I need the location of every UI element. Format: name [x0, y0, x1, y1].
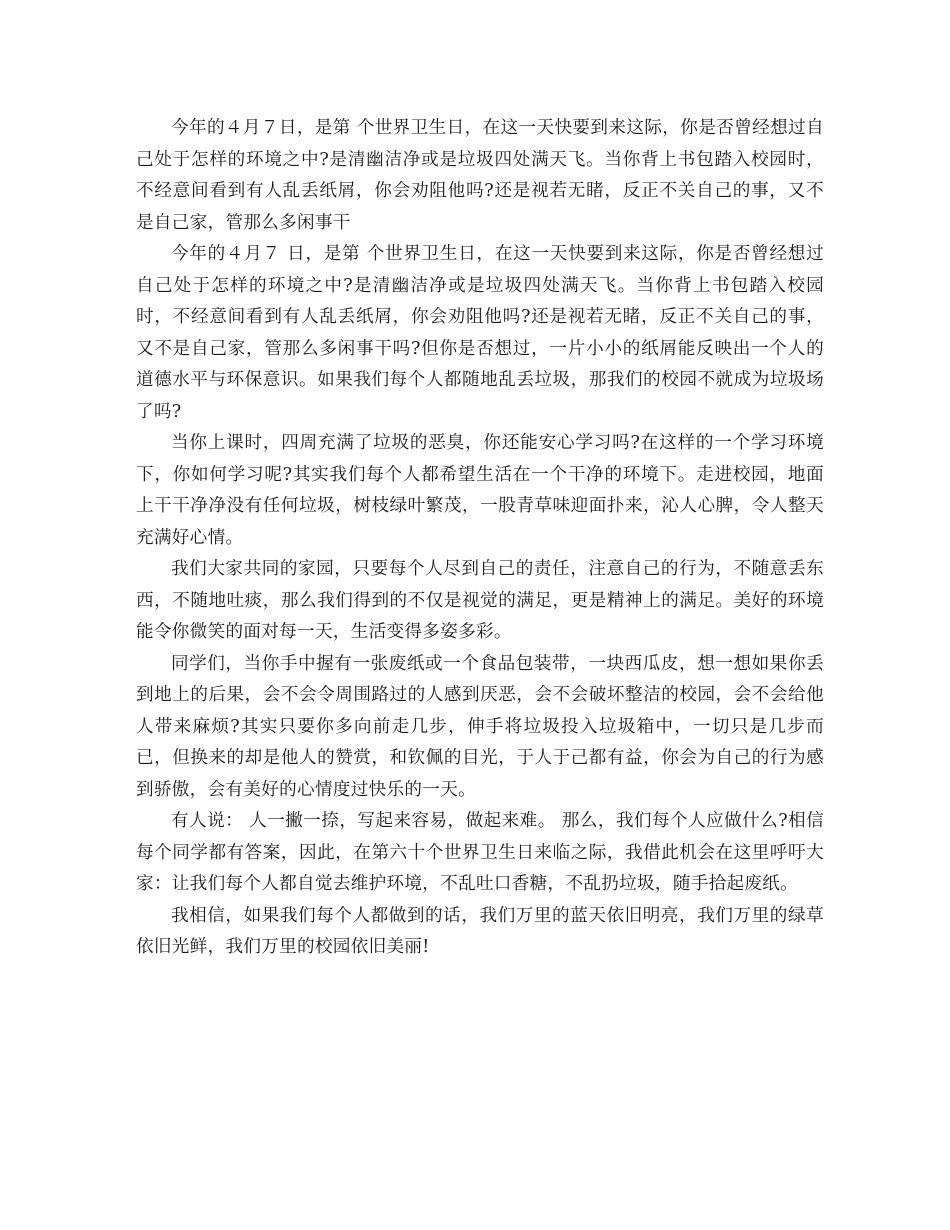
- paragraph-5: 同学们，当你手中握有一张废纸或一个食品包装带，一块西瓜皮，想一想如果你丢到地上的后果，会不会令周围路过的人感到厌恶，会不会破坏整洁的校园，会不会给他人带来麻烦?其实只要你多向前走几步，伸手将垃圾投入垃圾箱中，一切只是几步而已，但换来的却是他人的赞赏，和钦佩的目光，于人于己都有益，你会为自己的行为感到骄傲，会有美好的心情度过快乐的一天。: [136, 653, 824, 800]
- paragraph-6: 有人说： 人一撇一捺，写起来容易，做起来难。 那么，我们每个人应做什么?相信每个同学都有答案，因此，在第六十个世界卫生日来临之际，我借此机会在这里呼吁大家：让我们每个人都自觉去维护环境，不乱吐口香糖，不乱扔垃圾，随手拾起废纸。: [136, 811, 824, 894]
- paragraph-1: 今年的４月７日，是第 个世界卫生日，在这一天快要到来这际，你是否曾经想过自己处于怎样的环境之中?是清幽洁净或是垃圾四处满天飞。当你背上书包踏入校园时，不经意间看到有人乱丢纸屑，你会劝阻他吗?还是视若无睹，反正不关自己的事，又不是自己家，管那么多闲事干: [136, 118, 824, 233]
- paragraph-7: 我相信，如果我们每个人都做到的话，我们万里的蓝天依旧明亮，我们万里的绿草依旧光鲜，我们万里的校园依旧美丽!: [136, 905, 824, 957]
- paragraph-2: 今年的４月７ 日，是第 个世界卫生日，在这一天快要到来这际，你是否曾经想过自己处于怎样的环境之中?是清幽洁净或是垃圾四处满天飞。当你背上书包踏入校园时，不经意间看到有人乱丢纸屑，你会劝阻他吗?还是视若无睹，反正不关自己的事，又不是自己家，管那么多闲事干吗?但你是否想过，一片小小的纸屑能反映出一个人的道德水平与环保意识。如果我们每个人都随地乱丢垃圾，那我们的校园不就成为垃圾场了吗?: [136, 244, 824, 422]
- paragraph-4: 我们大家共同的家园，只要每个人尽到自己的责任，注意自己的行为，不随意丢东西，不随地吐痰，那么我们得到的不仅是视觉的满足，更是精神上的满足。美好的环境能令你微笑的面对每一天，生活变得多姿多彩。: [136, 559, 824, 642]
- paragraph-3: 当你上课时，四周充满了垃圾的恶臭，你还能安心学习吗?在这样的一个学习环境下，你如何学习呢?其实我们每个人都希望生活在一个干净的环境下。走进校园，地面上干干净净没有任何垃圾，树枝绿叶繁茂，一股青草味迎面扑来，沁人心脾，令人整天充满好心情。: [136, 433, 824, 548]
- document-body: [136, 113, 824, 964]
